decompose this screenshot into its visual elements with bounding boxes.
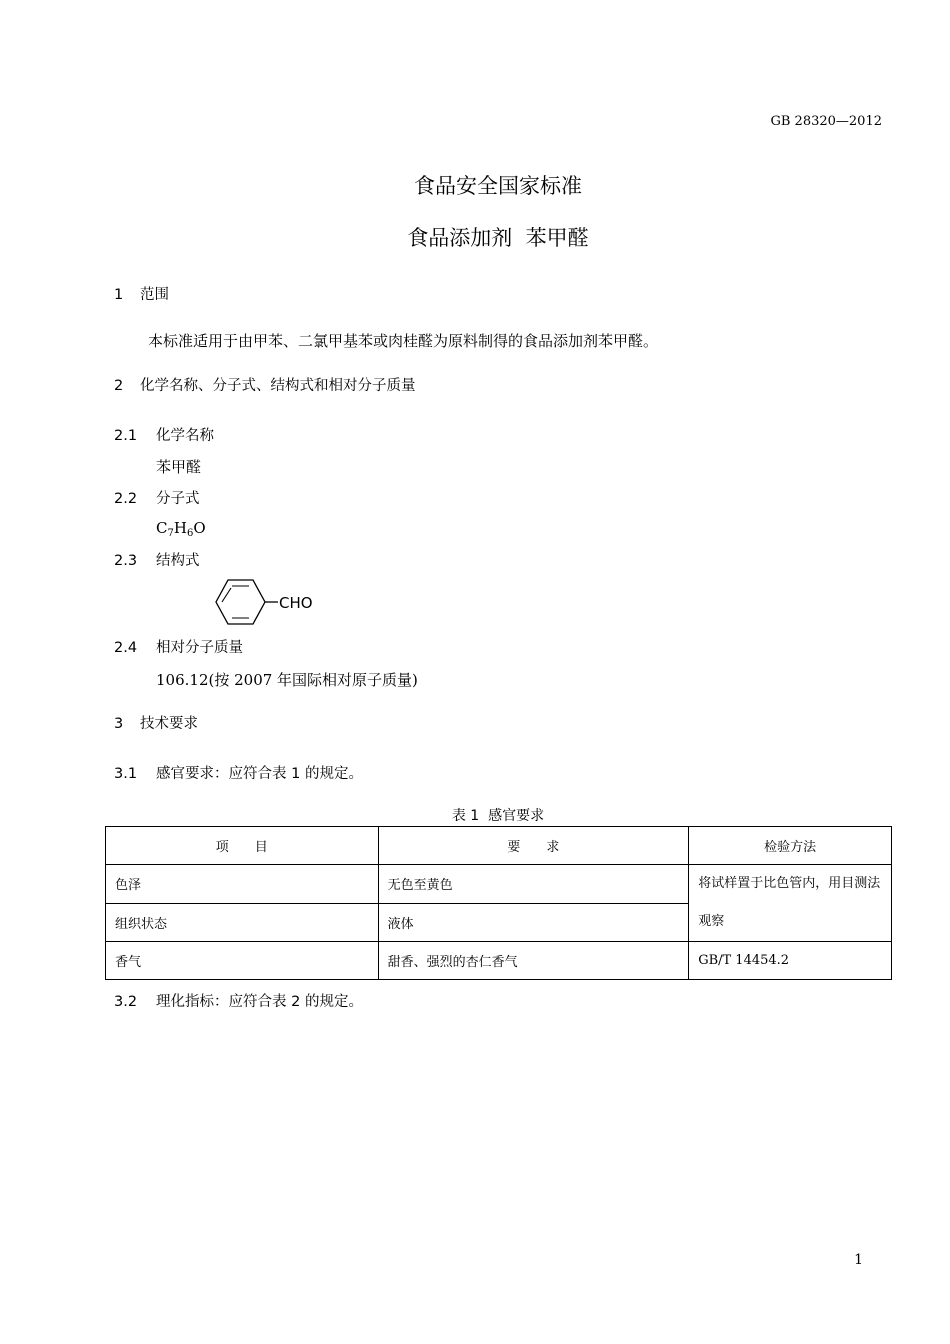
section-title: 化学名称 [156,428,214,444]
aromatic-bond [222,588,231,602]
section-1-heading [114,283,169,304]
section-number: 2.2 [114,491,138,507]
table-row [106,865,892,904]
sensory-requirements-table [105,826,892,980]
section-3-1-text [114,762,363,783]
standard-number: GB 28320—2012 [770,114,882,129]
document-subtitle: 食品添加剂 苯甲醛 [407,226,589,250]
section-title: 相对分子质量 [156,640,243,656]
section-2-heading [114,374,416,395]
section-number: 3.1 [114,766,138,782]
section-title: 范围 [140,287,169,303]
section-number: 1 [114,287,124,303]
section-2-2-heading [114,487,200,508]
table-header-row [106,827,892,865]
table-row [106,942,892,980]
section-number: 2.4 [114,640,138,656]
section-number: 3 [114,716,124,732]
section-2-4-heading [114,636,243,657]
molecular-mass: 106.12(按 2007 年国际相对原子质量) [156,671,418,689]
benzene-ring [216,580,265,624]
benzaldehyde-structure [212,578,332,626]
section-title: 技术要求 [140,716,198,732]
molecular-formula: $C_7H_6O$ [156,519,206,539]
section-number: 2.3 [114,553,138,569]
section-title: 分子式 [156,491,200,507]
table-cell-requirement: 无色至黄色 [378,865,689,904]
section-3-heading [114,712,198,733]
table-cell-requirement: 甜香、强烈的杏仁香气 [378,942,689,980]
section-2-1-heading [114,424,214,445]
page-number: 1 [854,1252,863,1268]
section-number: 3.2 [114,994,138,1010]
section-text: 理化指标：应符合表 2 的规定。 [156,994,363,1010]
section-title: 结构式 [156,553,200,569]
table-cell-requirement: 液体 [378,903,689,942]
table-header-cell: 要 求 [378,827,689,865]
section-text: 感官要求：应符合表 1 的规定。 [156,766,363,782]
table-cell-method: GB/T 14454.2 [689,942,892,980]
chemical-name: 苯甲醛 [156,458,202,476]
aldehyde-group-label: CHO [279,594,313,612]
table-cell-item: 香气 [106,942,379,980]
section-title: 化学名称、分子式、结构式和相对分子质量 [140,378,416,394]
table-cell-method: 将试样置于比色管内，用目测法观察 [689,865,892,942]
section-2-3-heading [114,549,200,570]
table-header-cell: 项 目 [106,827,379,865]
table-cell-item: 色泽 [106,865,379,904]
table-1-caption: 表 1 感官要求 [451,808,545,824]
section-3-2-text [114,990,363,1011]
document-title: 食品安全国家标准 [414,174,582,198]
section-number: 2 [114,378,124,394]
table-cell-item: 组织状态 [106,903,379,942]
section-1-text: 本标准适用于由甲苯、二氯甲基苯或肉桂醛为原料制得的食品添加剂苯甲醛。 [148,332,659,350]
table-header-cell: 检验方法 [689,827,892,865]
section-number: 2.1 [114,428,138,444]
